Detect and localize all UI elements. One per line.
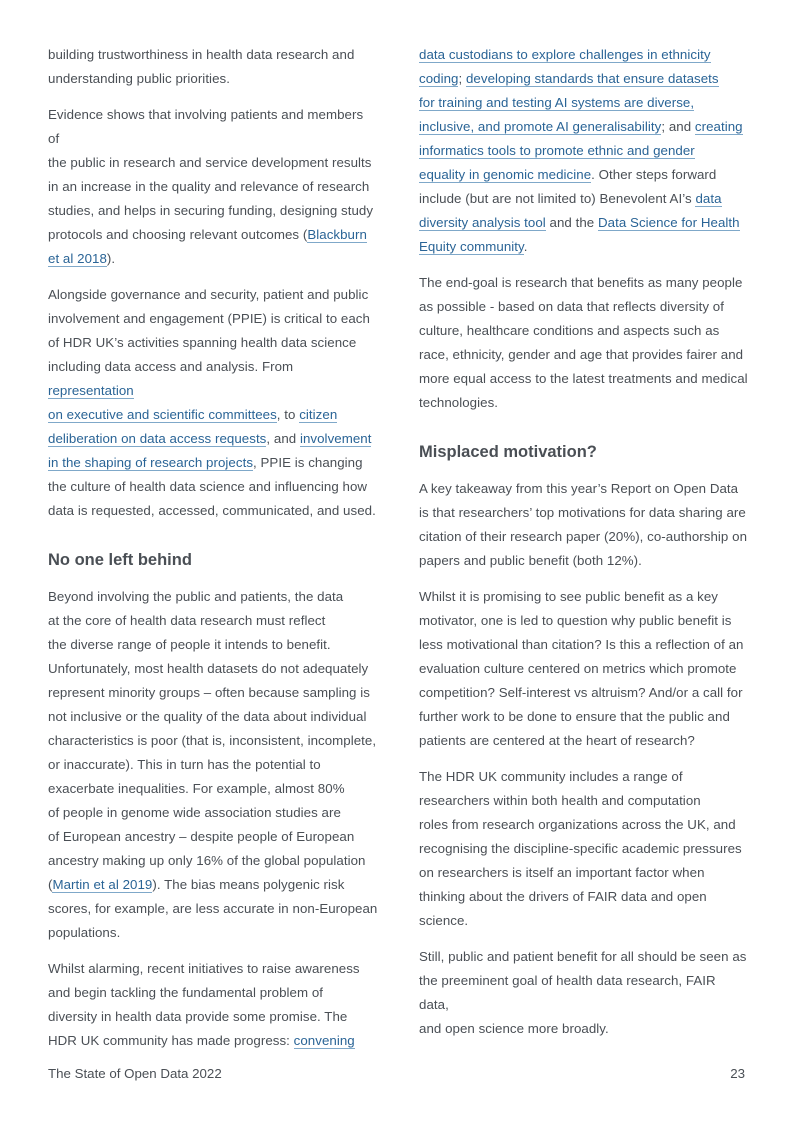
footer-title: The State of Open Data 2022	[48, 1066, 222, 1081]
paragraph: Whilst it is promising to see public benefit as a key motivator, one is led to question why public benefit is less motivational than citation? Is this a reflection of an evaluation culture centered on metrics which promote competition? Self-interest vs altruism? And/or a call for further work to be done to ensure that the public and patients are centered at the heart of research?	[419, 589, 744, 748]
link-citizen-deliberation[interactable]: citizen deliberation on data access requests	[48, 407, 338, 446]
paragraph: building trustworthiness in health data research and understanding public priorities.	[48, 47, 355, 86]
paragraph: The HDR UK community includes a range of researchers within both health and computation roles from research organizations across the UK, and recognising the discipline-specific academic pressures on researchers is itself an important factor when thinking about the drivers of FAIR data and open science.	[419, 769, 742, 928]
section-heading: Misplaced motivation?	[419, 443, 597, 461]
paragraph: Evidence shows that involving patients and members of the public in research and service development results in an increase in the quality and relevance of research studies, and helps in securing funding, designing study protocols and choosing relevant outcomes (Blackburn et al 2018).	[48, 107, 374, 266]
link-representation-committees[interactable]: representation on executive and scientific committees	[48, 383, 277, 422]
paragraph: Still, public and patient benefit for all should be seen as the preeminent goal of health data research, FAIR data, and open science more broadly.	[419, 949, 747, 1036]
link-data-diversity-tool[interactable]: data diversity analysis tool	[419, 191, 722, 230]
link-informatics-tools[interactable]: creating informatics tools to promote ethnic and gender equality in genomic medicine	[419, 119, 743, 182]
link-martin-2019[interactable]: Martin et al 2019	[52, 877, 153, 892]
link-health-equity-community[interactable]: Data Science for Health Equity community	[419, 215, 740, 254]
paragraph: The end-goal is research that benefits as many people as possible - based on data that reflects diversity of culture, healthcare conditions and aspects such as race, ethnicity, gender and age that provides fairer and more equal access to the latest treatments and medical technologies.	[419, 275, 748, 410]
paragraph: Whilst alarming, recent initiatives to raise awareness and begin tackling the fundamental problem of diversity in health data provide some promise. The HDR UK community has made progress: convening	[48, 961, 360, 1048]
paragraph: Alongside governance and security, patient and public involvement and engagement (PPIE) is critical to each of HDR UK’s activities spanning health data science including data access and analysis. From representation on executive and scientific committees, to citizen deliberation on data access requests, and involvement in the shaping of research projects, PPIE is changing the culture of health data science and influencing how data is requested, accessed, communicated, and used.	[48, 287, 376, 518]
link-involvement-research-projects[interactable]: involvement in the shaping of research projects	[48, 431, 372, 470]
section-heading: No one left behind	[48, 551, 192, 569]
page-number: 23	[730, 1066, 745, 1081]
link-convening-data-custodians[interactable]: convening	[293, 1033, 355, 1048]
link-data-custodians-ethnicity[interactable]: data custodians to explore challenges in ethnicity coding	[419, 47, 711, 86]
paragraph: data custodians to explore challenges in ethnicity coding; developing standards that ensure datasets for training and testing AI systems are diverse, inclusive, and promote AI generalisability; and creating informatics tools to promote ethnic and gender equality in genomic medicine. Other steps forward include (but are not limited to) Benevolent AI’s data diversity analysis tool and the Data Science for Health Equity community.	[419, 47, 743, 254]
link-blackburn-2018[interactable]: Blackburn et al 2018	[48, 227, 367, 266]
link-ai-standards[interactable]: developing standards that ensure datasets for training and testing AI systems are diverse, inclusive, and promote AI generalisability	[419, 71, 719, 134]
right-column	[419, 43, 749, 1053]
paragraph: Beyond involving the public and patients, the data at the core of health data research must reflect the diverse range of people it intends to benefit. Unfortunately, most health datasets do not adequately represent minority groups – often because sampling is not inclusive or the quality of the data about individual characteristics is poor (that is, inconsistent, incomplete, or inaccurate). This in turn has the potential to exacerbate inequalities. For example, almost 80% of people in genome wide association studies are of European ancestry – despite people of European ancestry making up only 16% of the global population (Martin et al 2019). The bias means polygenic risk scores, for example, are less accurate in non-European populations.	[48, 589, 378, 940]
left-column	[48, 43, 378, 1065]
paragraph: A key takeaway from this year’s Report on Open Data is that researchers’ top motivations for data sharing are citation of their research paper (20%), co-authorship on papers and public benefit (both 12%).	[419, 481, 748, 568]
